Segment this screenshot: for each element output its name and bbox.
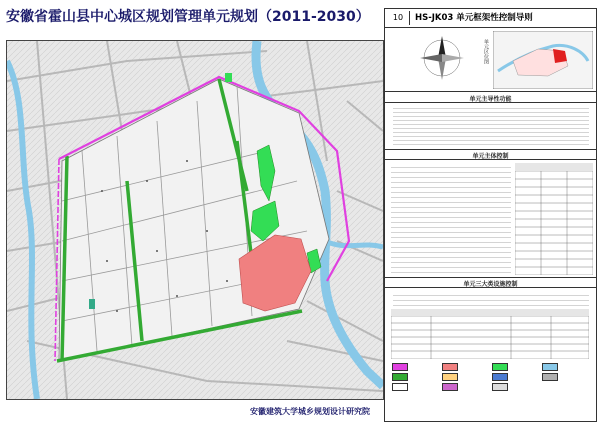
divider	[385, 277, 596, 278]
divider	[385, 159, 596, 160]
map-frame	[6, 40, 384, 400]
legend-swatch-education	[492, 373, 508, 381]
compass-icon	[415, 31, 470, 86]
legend-swatch-residential	[442, 373, 458, 381]
panel-number: 10	[387, 11, 410, 25]
legend-swatch-other	[392, 383, 408, 391]
control-panel	[384, 8, 597, 422]
panel-unit-title: HS-JK03 单元框架性控制导则	[415, 13, 533, 23]
legend-swatch-water	[542, 363, 558, 371]
park-small-west	[89, 299, 95, 309]
legend-swatch-boundary	[392, 363, 408, 371]
section-five-lines: 单元三大类设施控制	[463, 281, 518, 288]
divider	[385, 91, 596, 92]
legend-swatch-public	[442, 383, 458, 391]
divider	[385, 149, 596, 150]
map-title: 安徽省霍山县中心城区规划管理单元规划（2011-2030）	[6, 9, 370, 25]
locator-label: 单元区位图	[483, 39, 489, 64]
park-small-north	[225, 73, 232, 82]
map-legend	[384, 361, 595, 399]
map-canvas	[7, 41, 383, 399]
five-lines-text	[393, 291, 589, 307]
legend-swatch-road	[542, 373, 558, 381]
institute-name: 安徽建筑大学城乡规划设计研究院	[250, 407, 370, 416]
legend-swatch-misc	[492, 383, 508, 391]
legend-swatch-greenway	[392, 373, 408, 381]
divider	[385, 287, 596, 288]
legend-swatch-commercial	[442, 363, 458, 371]
guidance-text-block	[393, 105, 589, 147]
divider	[385, 27, 596, 28]
divider	[385, 102, 596, 103]
control-index-table	[515, 163, 593, 275]
control-text-block	[391, 163, 511, 273]
locator-map	[493, 31, 593, 89]
legend-swatch-green	[492, 363, 508, 371]
facility-table	[391, 309, 589, 359]
section-control: 单元主体控制	[472, 153, 509, 160]
section-guidance: 单元主导性功能	[469, 96, 512, 103]
